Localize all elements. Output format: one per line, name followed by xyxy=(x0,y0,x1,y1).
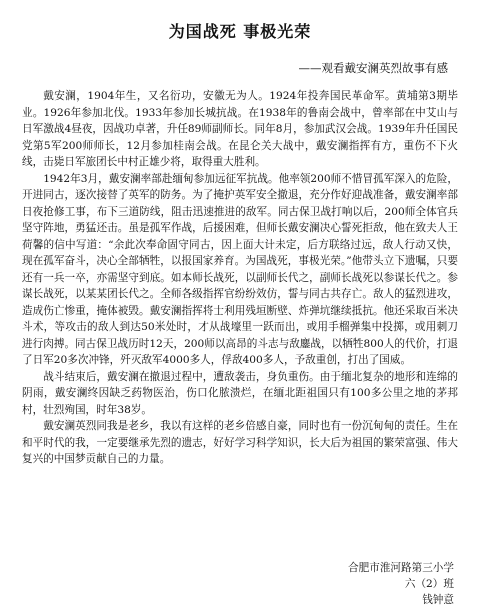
paragraph-reflection: 戴安澜英烈同我是老乡，我以有这样的老乡倍感自豪，同时也有一份沉甸甸的责任。生在和平时代的我，一定要继承先烈的遗志，好好学习科学知识，长大后为祖国的繁荣富强、伟大复兴的中国梦贡献自己的力量。 xyxy=(22,420,458,465)
essay-body xyxy=(22,88,458,468)
paragraph-intro: 戴安澜，1904年生，又名衍功，安徽无为人。1924年投奔国民革命军。黄埔第3期毕业。1926年参加北伐。1933年参加长城抗战。在1938年的鲁南会战中，曾率部在中艾山与日军激战4昼夜，因战功卓著，升任89师副师长。同年8月，参加武汉会战。1939年升任国民党第5军200师师长，12月参加桂南会战。在昆仑关大战中，戴安澜指挥有方，重伤不下火线，击毙日军旅团长中村正雄少将，取得重大胜利。 xyxy=(22,90,458,168)
class-name: 六（2）班 xyxy=(404,578,454,590)
essay-subtitle: ——观看戴安澜英烈故事有感 xyxy=(298,61,448,75)
author-signature xyxy=(348,560,454,608)
school-name: 合肥市淮河路第三小学 xyxy=(348,562,454,574)
author-name: 钱钟意 xyxy=(422,594,454,606)
paragraph-death: 战斗结束后，戴安澜在撤退过程中，遭敌袭击，身负重伤。由于缅北复杂的地形和连绵的阴雨，戴安澜终因缺乏药物医治，伤口化脓溃烂，在缅北距祖国只有100多公里之地的茅邦村，壮烈殉国，时年38岁。 xyxy=(22,370,458,416)
paragraph-tonggu-battle: 1942年3月，戴安澜率部赴缅甸参加远征军抗战。他率领200师不惜冒孤军深入的危险，开进同古，逐次接替了英军的防务。为了掩护英军安全撤退，充分作好迎战准备，戴安澜率部日夜抢修工事，布下三道防线，阻击迅速推进的敌军。同古保卫战打响以后，200师全体官兵坚守阵地，勇猛还击。虽是孤军作战，后援困难，但师长戴安澜决心誓死拒敌，他在致夫人王荷馨的信中写道：“余此次奉命固守同古，因上面大计未定，后方联络过远，敌人行动又快，现在孤军奋斗，决心全部牺牲，以报国家养育。为国战死，事极光荣。”他带头立下遗嘱，只要还有一兵一卒，亦需坚守到底。如本师长战死，以副师长代之，副师长战死以参谋长代之。参谋长战死，以某某团长代之。全师各级指挥官纷纷效仿，誓与同古共存亡。敌人的猛烈进攻，造成伤亡惨重，掩体被毁。戴安澜指挥将士利用残垣断壁、炸弹坑继续抵抗。他还采取百米决斗术，等攻击的敌人到达50米处时，才从战壕里一跃而出，或用手榴弹集中投掷，或用刺刀进行肉搏。同古保卫战历时12天，200师以高昂的斗志与敌鏖战，以牺牲800人的代价，打退了日军20多次冲锋，歼灭敌军4000多人，俘敌400多人，予敌重创，打出了国威。 xyxy=(22,172,458,366)
essay-title: 为国战死 事极光荣 xyxy=(168,22,312,41)
